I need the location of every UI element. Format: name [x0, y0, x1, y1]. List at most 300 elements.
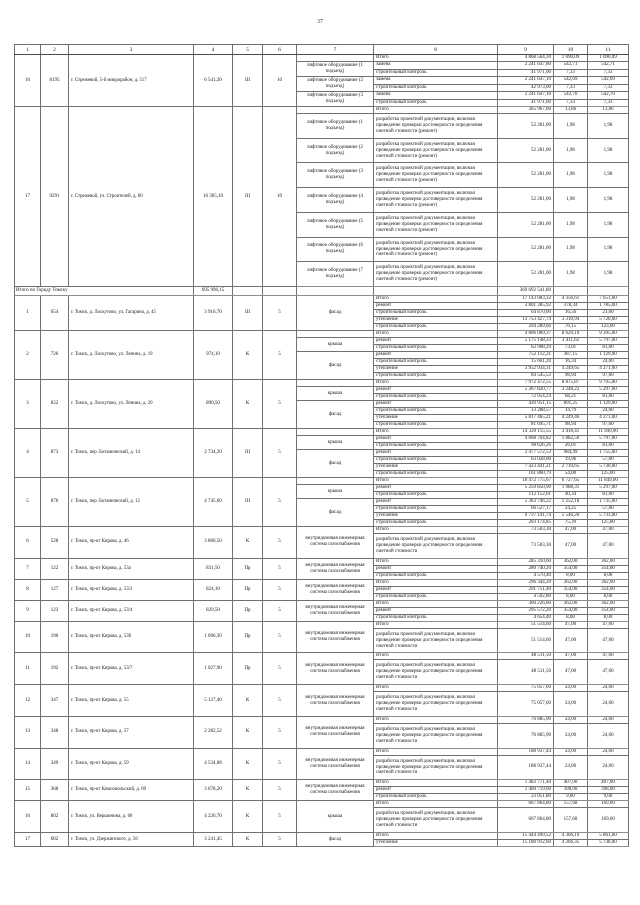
- table-row: [15, 558, 629, 565]
- cell-val11: 1,98: [588, 138, 629, 163]
- cell-val11: 1,98: [588, 237, 629, 262]
- cell-cost: 48 511,50: [498, 653, 554, 660]
- cell-work: Итого: [374, 558, 498, 565]
- cell-work: строительный контроль: [374, 69, 498, 77]
- cell-cost: 52 281,00: [498, 138, 554, 163]
- cell-val11: 125,00: [588, 471, 629, 478]
- cell-area: 6 541,20: [194, 55, 233, 107]
- cell-val11: 7,33: [588, 69, 629, 77]
- cell-val10: 98,94: [554, 373, 588, 380]
- cell-work: Итого: [374, 107, 498, 114]
- cell-work: строительный контроль: [374, 373, 498, 380]
- cell-work: строительный контроль: [374, 572, 498, 579]
- cell-val10: 1,98: [554, 188, 588, 213]
- cell-work: строительный контроль: [374, 408, 498, 415]
- cell-val11: 7,33: [588, 84, 629, 92]
- cell-element: фасад: [297, 499, 374, 527]
- cell-id: 528: [41, 527, 69, 559]
- cell-element: внутридомовая инженерная система газоснабжения: [297, 621, 374, 653]
- column-number: 5: [233, 45, 263, 55]
- cell-cost: 15 180 912,60: [498, 840, 554, 847]
- cell-id: 348: [41, 716, 69, 748]
- cell-val11: 11 849,00: [588, 478, 629, 485]
- cell-cost: 73 503,30: [498, 534, 554, 559]
- cell-val11: 24,00: [588, 685, 629, 692]
- table-row: [15, 55, 629, 62]
- cell-area: 3 678,20: [194, 780, 233, 801]
- cell-area: 2 734,20: [194, 429, 233, 478]
- cell-work: разработка проектной документации, включая проведение проверки достоверности определения сметной стоимости: [374, 660, 498, 685]
- table-row: [15, 527, 629, 534]
- cell-val11: 81,00: [588, 345, 629, 352]
- cell-val10: 354,00: [554, 565, 588, 572]
- cell-val10: 1 882,50: [554, 436, 588, 443]
- cell-term: 5: [263, 331, 297, 380]
- cell-term: 5: [263, 558, 297, 579]
- cell-element: внутридомовая инженерная система газоснабжения: [297, 600, 374, 621]
- cell-element: фасад: [297, 450, 374, 478]
- cell-val11: 1,98: [588, 188, 629, 213]
- cell-val10: 54,00: [554, 471, 588, 478]
- cell-element: лифтовое оборудование (2 подъезд): [297, 138, 374, 163]
- cell-wave: Пр: [233, 621, 263, 653]
- cell-area: 829,50: [194, 600, 233, 621]
- cell-term: 5: [263, 685, 297, 717]
- column-number: 10: [554, 45, 588, 55]
- cell-wave: III: [233, 478, 263, 527]
- cell-val11: 24,00: [588, 723, 629, 748]
- column-number: 6: [263, 45, 297, 55]
- cell-wave: К: [233, 380, 263, 429]
- cell-val10: 24,00: [554, 748, 588, 755]
- cell-id: 602: [41, 833, 69, 847]
- cell-element: [297, 55, 374, 62]
- cell-id: 726: [41, 331, 69, 380]
- cell-work: Итого: [374, 653, 498, 660]
- cell-id: 349: [41, 748, 69, 780]
- cell-val10: 354,00: [554, 586, 588, 593]
- cell-work: ремонт: [374, 499, 498, 506]
- cell-val10: 542,69: [554, 77, 588, 85]
- cell-element: внутридомовая инженерная система газоснабжения: [297, 579, 374, 600]
- cell-work: разработка проектной документации, включая проведение проверки достоверности определения сметной стоимости: [374, 808, 498, 833]
- cell-element: лифтовое оборудование (1 подъезд): [297, 62, 374, 77]
- column-number: 2: [41, 45, 69, 55]
- cell-val10: 7,33: [554, 69, 588, 77]
- header-row: [15, 45, 629, 55]
- cell-address: г. Томск, ул. Вершинина, д. 68: [69, 801, 194, 833]
- cell-val10: 1,98: [554, 237, 588, 262]
- cell-cost: 3 801 385,92: [498, 303, 554, 310]
- cell-val10: 157,68: [554, 808, 588, 833]
- cell-work: Итого: [374, 579, 498, 586]
- cell-cost: 9 737 141,74: [498, 513, 554, 520]
- cell-area: 5 127,40: [194, 685, 233, 717]
- cell-val10: 1,98: [554, 114, 588, 139]
- cell-val11: 81,00: [588, 394, 629, 401]
- cell-cost: 41 971,00: [498, 69, 554, 77]
- cell-val10: 40,34: [554, 492, 588, 499]
- cell-val11: 1,98: [588, 163, 629, 188]
- cell-cost: 752 112,21: [498, 352, 554, 359]
- repair-program-table: [14, 44, 629, 847]
- cell-address: г. Томск, пр-кт Кирова, д. 57: [69, 716, 194, 748]
- cell-term: 5: [263, 429, 297, 478]
- page-number: 37: [317, 19, 323, 25]
- table-row: [15, 685, 629, 692]
- cell-cost: 72 054,24: [498, 394, 554, 401]
- cell-cost: 1 460 719,60: [498, 787, 554, 794]
- cell-val10: 362,00: [554, 600, 588, 607]
- cell-val11: 169,00: [588, 808, 629, 833]
- cell-cost: 188 937,44: [498, 748, 554, 755]
- cell-element: фасад: [297, 833, 374, 847]
- cell-wave: К: [233, 527, 263, 559]
- cell-address: г. Томск, д. Лоскутово, ул. Гагарина, д. 45: [69, 296, 194, 331]
- cell-address: г. Томск, пр-кт Кирова, д. 53а: [69, 558, 194, 579]
- cell-cost: 667 864,80: [498, 801, 554, 808]
- cell-val10: 3 310,94: [554, 317, 588, 324]
- table-row: [15, 801, 629, 808]
- cell-val10: 47,00: [554, 527, 588, 534]
- cell-work: Итого: [374, 600, 498, 607]
- column-number: 11: [588, 45, 629, 55]
- cell-address: г. Томск, ул. Дзержинского, д. 56: [69, 833, 194, 847]
- cell-area: 3 916,70: [194, 296, 233, 331]
- cell-cost: 296 344,20: [498, 579, 554, 586]
- cell-val10: 5 546,20: [554, 513, 588, 520]
- cell-val10: 542,71: [554, 62, 588, 70]
- cell-element: внутридомовая инженерная система газоснабжения: [297, 748, 374, 780]
- cell-cost: 5 363 746,22: [498, 499, 554, 506]
- cell-work: Итого: [374, 429, 498, 436]
- cell-term: 5: [263, 653, 297, 685]
- cell-cost: 23 051,80: [498, 794, 554, 801]
- cell-address: г. Томск, пр-кт Кирова, д. 55: [69, 685, 194, 717]
- cell-cost: 76 885,90: [498, 723, 554, 748]
- table-row: [15, 600, 629, 607]
- cell-cost: 1 483 771,40: [498, 780, 554, 787]
- cell-id: 876: [41, 478, 69, 527]
- cell-val10: 47,00: [554, 628, 588, 653]
- cell-work: Итого: [374, 801, 498, 808]
- table-row: [15, 478, 629, 485]
- cell-work: замена: [374, 62, 498, 70]
- cell-term: 5: [263, 780, 297, 801]
- cell-work: строительный контроль: [374, 345, 498, 352]
- cell-work: строительный контроль: [374, 614, 498, 621]
- cell-val11: 5 797,00: [588, 436, 629, 443]
- cell-work: Итого: [374, 331, 498, 338]
- cell-val11: 5 297,00: [588, 387, 629, 394]
- cell-term: 5: [263, 579, 297, 600]
- cell-cost: 13 288,57: [498, 408, 554, 415]
- cell-val10: 24,25: [554, 506, 588, 513]
- cell-cost: 52 281,00: [498, 188, 554, 213]
- cell-val10: 24,00: [554, 723, 588, 748]
- cell-work: замена: [374, 77, 498, 85]
- table-row: [15, 780, 629, 787]
- cell-val11: 47,00: [588, 621, 629, 628]
- table-row: [15, 621, 629, 628]
- cell-val11: 24,00: [588, 692, 629, 717]
- cell-element: [297, 380, 374, 387]
- cell-work: утепление: [374, 840, 498, 847]
- cell-work: Итого: [374, 716, 498, 723]
- cell-cost: 81 695,71: [498, 422, 554, 429]
- cell-cost: 51 514,60: [498, 621, 554, 628]
- cell-work: строительный контроль: [374, 99, 498, 107]
- cell-address: г. Томск, пр-кт Кирова, д. 53/2: [69, 579, 194, 600]
- cell-val10: 8 875,87: [554, 380, 588, 387]
- cell-val10: 9,00: [554, 794, 588, 801]
- cell-val11: 5 297,00: [588, 485, 629, 492]
- cell-rownum: 6: [15, 527, 41, 559]
- cell-id: 127: [41, 579, 69, 600]
- cell-term: 10: [263, 55, 297, 107]
- cell-cost: 112 152,01: [498, 492, 554, 499]
- cell-val10: 1,98: [554, 163, 588, 188]
- cell-wave: III: [233, 107, 263, 287]
- cell-val11: 24,00: [588, 359, 629, 366]
- column-number: 4: [194, 45, 233, 55]
- cell-val11: 81,00: [588, 492, 629, 499]
- cell-cost: 3 952 934,31: [498, 366, 554, 373]
- cell-val10: 24,00: [554, 692, 588, 717]
- column-number: 8: [374, 45, 498, 55]
- cell-val11: 81,00: [588, 443, 629, 450]
- cell-work: строительный контроль: [374, 422, 498, 429]
- cell-val11: 4 271,00: [588, 366, 629, 373]
- cell-cost: 52 281,00: [498, 163, 554, 188]
- cell-work: разработка проектной документации, включая проведение проверки достоверности определения сметной стоимости: [374, 534, 498, 559]
- cell-id: 192: [41, 653, 69, 685]
- cell-val11: 5 733,00: [588, 513, 629, 520]
- cell-val11: 542,69: [588, 77, 629, 85]
- cell-work: утепление: [374, 366, 498, 373]
- cell-val11: 354,00: [588, 607, 629, 614]
- cell-element: внутридомовая инженерная система газоснабжения: [297, 780, 374, 801]
- cell-val11: 1,98: [588, 212, 629, 237]
- cell-val11: 407,00: [588, 780, 629, 787]
- cell-cost: 84 545,53: [498, 373, 554, 380]
- cell-id: 822: [41, 380, 69, 429]
- cell-rownum: 1: [15, 296, 41, 331]
- cell-val11: 1 735,00: [588, 499, 629, 506]
- cell-val11: 7 651,00: [588, 296, 629, 303]
- cell-val11: 123,00: [588, 324, 629, 331]
- cell-rownum: 13: [15, 716, 41, 748]
- cell-work: строительный контроль: [374, 310, 498, 317]
- cell-cost: 285 310,60: [498, 558, 554, 565]
- cell-address: г. Томск, пр-кт Кирова, д. 53/7: [69, 653, 194, 685]
- cell-address: г. Томск, пр-кт Комсомольский, д. 69: [69, 780, 194, 801]
- cell-cost: 51 514,60: [498, 628, 554, 653]
- cell-cost: 365 967,00: [498, 107, 554, 114]
- cell-element: фасад: [297, 401, 374, 429]
- cell-term: 5: [263, 296, 297, 331]
- cell-wave: К: [233, 331, 263, 380]
- cell-element: лифтовое оборудование (1 подъезд): [297, 114, 374, 139]
- cell-element: лифтовое оборудование (6 подъезд): [297, 237, 374, 262]
- cell-val11: 1 129,00: [588, 352, 629, 359]
- cell-element: фасад: [297, 296, 374, 331]
- cell-cost: 42 973,00: [498, 84, 554, 92]
- cell-work: разработка проектной документации, включая проведение проверки достоверности определения сметной стоимости: [374, 692, 498, 717]
- cell-val10: 1 988,31: [554, 485, 588, 492]
- cell-wave: К: [233, 748, 263, 780]
- cell-val10: 362,00: [554, 579, 588, 586]
- cell-rownum: 16: [15, 801, 41, 833]
- cell-element: лифтовое оборудование (7 подъезд): [297, 262, 374, 287]
- cell-element: внутридомовая инженерная система газоснабжения: [297, 685, 374, 717]
- cell-work: ремонт: [374, 485, 498, 492]
- cell-rownum: 4: [15, 429, 41, 478]
- cell-work: замена: [374, 92, 498, 100]
- cell-work: утепление: [374, 464, 498, 471]
- cell-rownum: 2: [15, 331, 41, 380]
- cell-val11: 362,00: [588, 600, 629, 607]
- cell-val10: 4 249,46: [554, 415, 588, 422]
- cell-val10: 891,25: [554, 401, 588, 408]
- cell-address: г. Томск, пер. Ботанический, д. 14: [69, 429, 194, 478]
- cell-val10: 68,21: [554, 394, 588, 401]
- cell-val10: 19,96: [554, 457, 588, 464]
- cell-area: 4 534,08: [194, 748, 233, 780]
- cell-val11: 97,00: [588, 422, 629, 429]
- cell-term: 5: [263, 380, 297, 429]
- cell-area: 890,50: [194, 380, 233, 429]
- cell-element: крыша: [297, 485, 374, 499]
- cell-element: лифтовое оборудование (3 подъезд): [297, 163, 374, 188]
- cell-cost: 5 259 850,90: [498, 485, 554, 492]
- cell-val10: 98,94: [554, 422, 588, 429]
- cell-work: утепление: [374, 317, 498, 324]
- cell-val11: 13,86: [588, 107, 629, 114]
- cell-val11: 5 738,00: [588, 840, 629, 847]
- cell-cost: 75 057,60: [498, 692, 554, 717]
- cell-work: разработка проектной документации, включая проведение проверки достоверности определения сметной стоимости (ремонт): [374, 262, 498, 287]
- cell-work: Итого: [374, 621, 498, 628]
- cell-cost: 15 661,20: [498, 359, 554, 366]
- cell-wave: К: [233, 685, 263, 717]
- cell-cost: 52 281,00: [498, 237, 554, 262]
- cell-val11: 8,00: [588, 593, 629, 600]
- cell-cost: 2 477 572,53: [498, 450, 554, 457]
- cell-val10: 3 411,62: [554, 338, 588, 345]
- cell-address: г. Томск, д. Лоскутово, ул. Ленина, д. 19: [69, 331, 194, 380]
- cell-term: 5: [263, 621, 297, 653]
- cell-work: Итого: [374, 55, 498, 62]
- cell-work: строительный контроль: [374, 84, 498, 92]
- cell-val10: 16,56: [554, 310, 588, 317]
- cell-area: 974,10: [194, 331, 233, 380]
- cell-val11: 47,00: [588, 534, 629, 559]
- cell-val11: 47,00: [588, 628, 629, 653]
- cell-val10: 157,68: [554, 801, 588, 808]
- cell-val11: 362,00: [588, 579, 629, 586]
- cell-cost: 188 937,44: [498, 755, 554, 780]
- cell-val11: 354,00: [588, 565, 629, 572]
- cell-wave: III: [233, 296, 263, 331]
- cell-work: строительный контроль: [374, 457, 498, 464]
- cell-val10: 3 418,41: [554, 429, 588, 436]
- table-row: [15, 107, 629, 114]
- cell-cost: 161 860,79: [498, 471, 554, 478]
- cell-val10: 75,39: [554, 520, 588, 527]
- cell-area: 831,50: [194, 558, 233, 579]
- cell-work: Итого: [374, 478, 498, 485]
- summary-row: [15, 287, 629, 296]
- cell-work: разработка проектной документации, включая проведение проверки достоверности определения сметной стоимости (ремонт): [374, 163, 498, 188]
- cell-work: ремонт: [374, 586, 498, 593]
- summary-label: Итого по Городу Томску: [15, 287, 194, 296]
- cell-val10: 2 710,65: [554, 464, 588, 471]
- cell-work: Итого: [374, 296, 498, 303]
- table-row: [15, 833, 629, 840]
- cell-val11: 9 395,00: [588, 331, 629, 338]
- cell-val10: 362,00: [554, 558, 588, 565]
- cell-term: 5: [263, 716, 297, 748]
- cell-work: Итого: [374, 527, 498, 534]
- cell-val11: 8,00: [588, 572, 629, 579]
- cell-work: строительный контроль: [374, 492, 498, 499]
- cell-element: [297, 107, 374, 114]
- cell-term: 5: [263, 748, 297, 780]
- cell-cost: 2 241 647,10: [498, 92, 554, 100]
- cell-work: Итого: [374, 780, 498, 787]
- cell-wave: Пр: [233, 558, 263, 579]
- cell-wave: Пр: [233, 653, 263, 685]
- cell-val10: 24,00: [554, 685, 588, 692]
- cell-cost: 4 654,40: [498, 614, 554, 621]
- cell-element: крыша: [297, 387, 374, 401]
- cell-val11: 97,00: [588, 373, 629, 380]
- cell-cost: 52 281,00: [498, 114, 554, 139]
- cell-cost: 52 281,00: [498, 262, 554, 287]
- cell-val10: 6 727,65: [554, 478, 588, 485]
- cell-val10: 1 090,09: [554, 55, 588, 62]
- cell-work: строительный контроль: [374, 359, 498, 366]
- cell-cost: 291 751,40: [498, 586, 554, 593]
- cell-work: разработка проектной документации, включая проведение проверки достоверности определения сметной стоимости: [374, 723, 498, 748]
- cell-term: 5: [263, 600, 297, 621]
- cell-rownum: 5: [15, 478, 41, 527]
- table-row: [15, 380, 629, 387]
- cell-address: г. Томск, пр-кт Кирова, д. 59: [69, 748, 194, 780]
- table-row: [15, 748, 629, 755]
- cell-element: [297, 429, 374, 436]
- cell-rownum: 16: [15, 55, 41, 107]
- cell-work: разработка проектной документации, включая проведение проверки достоверности определения сметной стоимости (ремонт): [374, 114, 498, 139]
- cell-element: [297, 331, 374, 338]
- cell-val11: 57,00: [588, 506, 629, 513]
- cell-id: 9291: [41, 107, 69, 287]
- cell-rownum: 7: [15, 558, 41, 579]
- cell-cost: 7 972 472,55: [498, 380, 554, 387]
- cell-val11: 24,00: [588, 716, 629, 723]
- cell-val11: 47,00: [588, 527, 629, 534]
- column-number: 1: [15, 45, 41, 55]
- cell-val10: 407,00: [554, 780, 588, 787]
- cell-wave: III: [233, 429, 263, 478]
- cell-work: разработка проектной документации, включая проведение проверки достоверности определения сметной стоимости (ремонт): [374, 212, 498, 237]
- cell-val10: 8,00: [554, 614, 588, 621]
- cell-cost: 5 175 148,33: [498, 338, 554, 345]
- cell-element: внутридомовая инженерная система газоснабжения: [297, 558, 374, 579]
- cell-cost: 280 740,20: [498, 565, 554, 572]
- cell-val10: 378,34: [554, 303, 588, 310]
